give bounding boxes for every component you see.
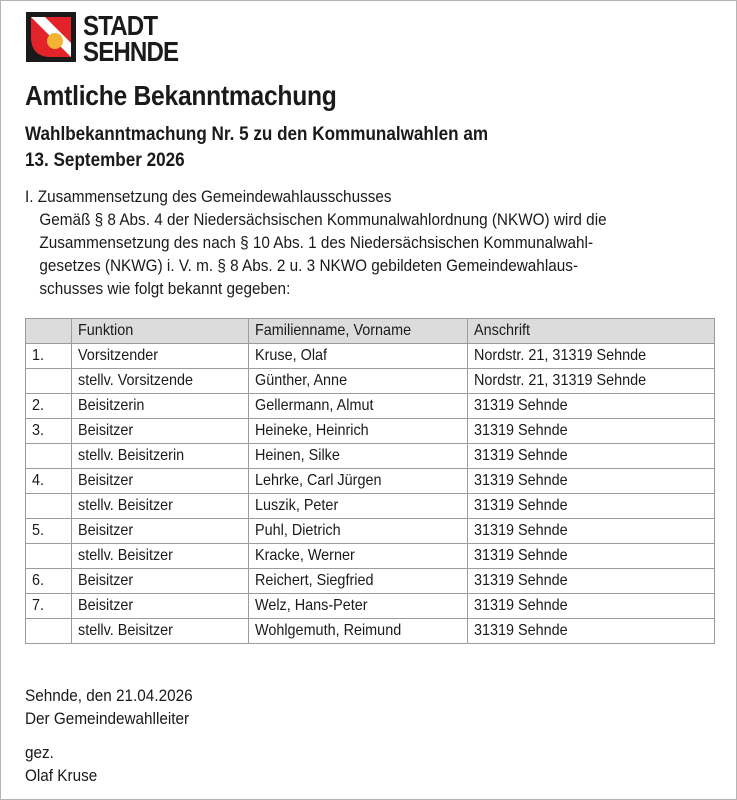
cell-function: Beisitzer — [72, 519, 249, 544]
city-wordmark — [83, 10, 179, 67]
cell-number: 5. — [26, 519, 72, 544]
committee-table — [25, 318, 715, 644]
page-title: Amtliche Bekanntmachung — [25, 80, 337, 111]
cell-function: Beisitzer — [72, 419, 249, 444]
cell-name: Wohlgemuth, Reimund — [249, 619, 468, 644]
cell-address: 31319 Sehnde — [468, 469, 715, 494]
cell-address: Nordstr. 21, 31319 Sehnde — [468, 344, 715, 369]
table-row — [26, 594, 715, 619]
announcement-subtitle — [25, 122, 488, 174]
subtitle-line1: Wahlbekanntmachung Nr. 5 zu den Kommunalwahlen am — [25, 124, 489, 145]
city-logo — [25, 11, 205, 69]
cell-number: 1. — [26, 344, 72, 369]
table-row — [26, 494, 715, 519]
signer-name: Olaf Kruse — [25, 766, 98, 785]
cell-address: 31319 Sehnde — [468, 419, 715, 444]
section-body-line: Zusammensetzung des nach § 10 Abs. 1 des Niedersächsischen Kommunalwahl- — [39, 233, 594, 252]
cell-number: 6. — [26, 569, 72, 594]
cell-function: Beisitzerin — [72, 394, 249, 419]
cell-name: Puhl, Dietrich — [249, 519, 468, 544]
cell-name: Welz, Hans-Peter — [249, 594, 468, 619]
cell-name: Gellermann, Almut — [249, 394, 468, 419]
table-row — [26, 569, 715, 594]
cell-function: stellv. Beisitzer — [72, 619, 249, 644]
cell-name: Kruse, Olaf — [249, 344, 468, 369]
cell-number: 3. — [26, 419, 72, 444]
subtitle-line2: 13. September 2026 — [25, 150, 185, 171]
cell-number: 7. — [26, 594, 72, 619]
table-row — [26, 519, 715, 544]
header-number — [26, 319, 72, 344]
cell-name: Luszik, Peter — [249, 494, 468, 519]
table-row — [26, 394, 715, 419]
header-address: Anschrift — [468, 319, 715, 344]
wordmark-line1: STADT — [83, 10, 158, 41]
cell-address: 31319 Sehnde — [468, 519, 715, 544]
table-row — [26, 619, 715, 644]
table-row — [26, 369, 715, 394]
cell-address: 31319 Sehnde — [468, 594, 715, 619]
signer-role: Der Gemeindewahlleiter — [25, 709, 190, 728]
wordmark-line2: SEHNDE — [83, 36, 179, 67]
cell-address: 31319 Sehnde — [468, 494, 715, 519]
cell-function: stellv. Beisitzerin — [72, 444, 249, 469]
cell-address: 31319 Sehnde — [468, 444, 715, 469]
cell-name: Heineke, Heinrich — [249, 419, 468, 444]
cell-number — [26, 544, 72, 569]
cell-function: Beisitzer — [72, 594, 249, 619]
cell-function: Vorsitzender — [72, 344, 249, 369]
city-emblem-icon — [25, 11, 77, 63]
table-row — [26, 344, 715, 369]
cell-function: stellv. Beisitzer — [72, 544, 249, 569]
cell-function: stellv. Beisitzer — [72, 494, 249, 519]
section-body-line: gesetzes (NKWG) i. V. m. § 8 Abs. 2 u. 3 NKWO gebildeten Gemeindewahlaus- — [39, 256, 578, 275]
cell-number: 4. — [26, 469, 72, 494]
cell-name: Lehrke, Carl Jürgen — [249, 469, 468, 494]
cell-number — [26, 619, 72, 644]
cell-address: 31319 Sehnde — [468, 569, 715, 594]
section-composition — [25, 185, 607, 300]
cell-address: Nordstr. 21, 31319 Sehnde — [468, 369, 715, 394]
cell-address: 31319 Sehnde — [468, 619, 715, 644]
table-row — [26, 469, 715, 494]
cell-number — [26, 444, 72, 469]
cell-name: Günther, Anne — [249, 369, 468, 394]
table-row — [26, 544, 715, 569]
cell-address: 31319 Sehnde — [468, 394, 715, 419]
cell-function: Beisitzer — [72, 569, 249, 594]
cell-function: Beisitzer — [72, 469, 249, 494]
section-heading: I. Zusammensetzung des Gemeindewahlausschusses — [25, 187, 392, 206]
cell-number: 2. — [26, 394, 72, 419]
section-body-line: schusses wie folgt bekannt gegeben: — [39, 279, 291, 298]
signed-note: gez. — [25, 743, 54, 762]
table-header-row — [26, 319, 715, 344]
place-date: Sehnde, den 21.04.2026 — [25, 686, 193, 705]
cell-function: stellv. Vorsitzende — [72, 369, 249, 394]
cell-number — [26, 494, 72, 519]
table-row — [26, 444, 715, 469]
header-function: Funktion — [72, 319, 249, 344]
cell-name: Kracke, Werner — [249, 544, 468, 569]
cell-name: Heinen, Silke — [249, 444, 468, 469]
cell-address: 31319 Sehnde — [468, 544, 715, 569]
header-name: Familienname, Vorname — [249, 319, 468, 344]
cell-name: Reichert, Siegfried — [249, 569, 468, 594]
section-body-line: Gemäß § 8 Abs. 4 der Niedersächsischen Kommunalwahlordnung (NKWO) wird die — [39, 210, 607, 229]
signature-block — [25, 684, 193, 787]
cell-number — [26, 369, 72, 394]
table-row — [26, 419, 715, 444]
